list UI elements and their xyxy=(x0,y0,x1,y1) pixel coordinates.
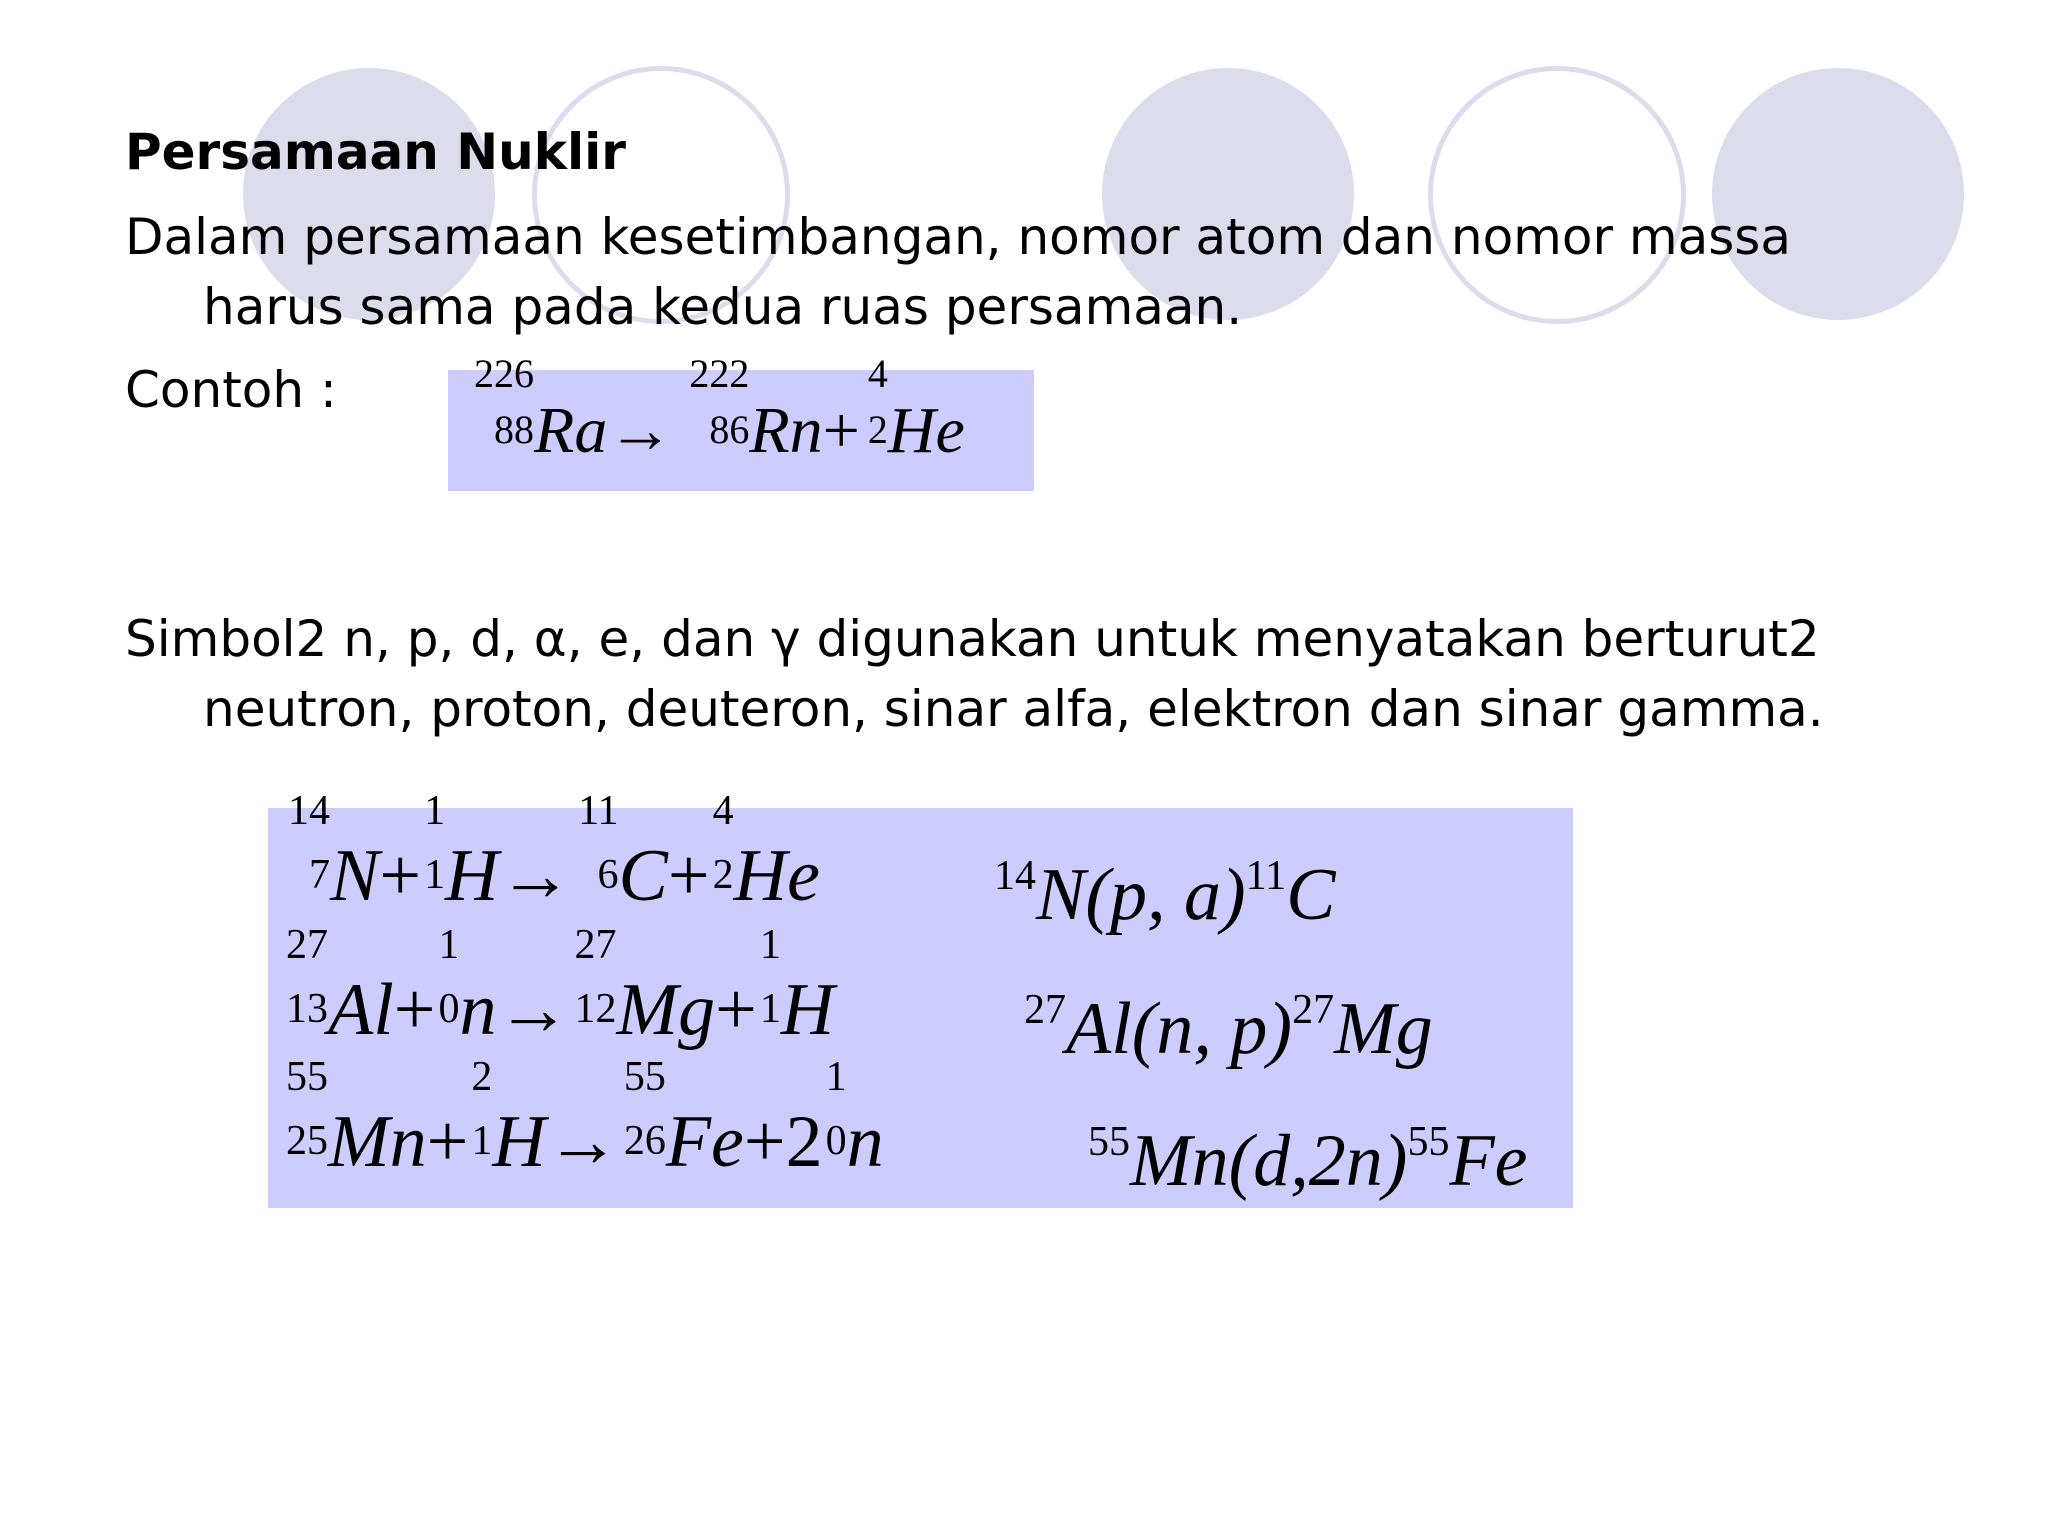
reaction-arrow: → xyxy=(545,1101,620,1183)
atomic-number: 12 xyxy=(574,986,617,1032)
element-symbol: n xyxy=(846,1101,884,1183)
atomic-number: 6 xyxy=(597,852,619,898)
element-symbol: Mg xyxy=(1334,988,1433,1070)
reaction-arrow: → xyxy=(496,969,571,1051)
reaction-short-3 xyxy=(1088,1074,1528,1229)
mass-number: 27 xyxy=(1024,987,1066,1033)
isotope xyxy=(823,1054,847,1166)
element-symbol: Mg xyxy=(616,969,716,1051)
element-symbol: H xyxy=(445,835,499,917)
reaction-arrow: → xyxy=(498,835,573,917)
reaction-particles: (n, p) xyxy=(1131,988,1293,1070)
paragraph2-line1: Simbol2 n, p, d, α, e, dan γ digunakan untuk menyatakan berturut2 xyxy=(125,610,1820,668)
atomic-number: 2 xyxy=(867,407,888,452)
mass-number: 14 xyxy=(994,853,1036,899)
element-symbol: He xyxy=(733,835,820,917)
element-symbol: Mn xyxy=(1130,1120,1229,1202)
mass-number: 14 xyxy=(288,788,330,834)
plus-sign: + xyxy=(393,969,436,1051)
reaction-particles: (d,2n) xyxy=(1228,1120,1408,1202)
mass-number: 222 xyxy=(689,351,750,396)
isotope xyxy=(571,922,617,1034)
isotope-ra xyxy=(458,351,534,452)
example-equation-box xyxy=(448,351,1034,491)
atomic-number: 0 xyxy=(825,1118,847,1164)
atomic-number: 0 xyxy=(438,986,460,1032)
atomic-number: 1 xyxy=(424,852,446,898)
reaction-arrow: → xyxy=(607,394,674,467)
isotope xyxy=(620,1054,666,1166)
decor-circle-filled-3 xyxy=(1712,68,1964,320)
isotope-he xyxy=(860,351,888,452)
decor-circle-ring-2 xyxy=(1428,66,1686,324)
element-symbol: Fe xyxy=(665,1101,744,1183)
example-equation xyxy=(458,351,965,491)
mass-number: 55 xyxy=(623,1054,666,1100)
element-symbol: C xyxy=(1286,854,1336,936)
atomic-number: 7 xyxy=(309,852,330,898)
mass-number: 4 xyxy=(712,788,734,834)
atomic-number: 86 xyxy=(709,407,750,452)
plus-sign: + xyxy=(667,835,710,917)
mass-number: 55 xyxy=(1407,1119,1450,1165)
slide-title: Persamaan Nuklir xyxy=(125,123,626,181)
reaction-full-2 xyxy=(282,922,835,1078)
mass-number: 11 xyxy=(1245,853,1287,899)
element-symbol: Rn xyxy=(749,394,823,467)
isotope xyxy=(710,788,734,900)
element-symbol: H xyxy=(492,1101,546,1183)
mass-number: 27 xyxy=(286,922,328,968)
plus-sign: + xyxy=(743,1101,786,1183)
element-symbol: C xyxy=(618,835,668,917)
plus-sign: + xyxy=(822,394,860,467)
atomic-number: 1 xyxy=(759,986,781,1032)
mass-number: 1 xyxy=(825,1054,847,1100)
atomic-number: 13 xyxy=(286,986,328,1032)
atomic-number: 88 xyxy=(494,407,534,452)
element-symbol: Fe xyxy=(1449,1120,1528,1202)
reaction-short-1 xyxy=(994,808,1335,963)
isotope xyxy=(282,788,330,900)
element-symbol: Al xyxy=(328,969,394,1051)
mass-number: 226 xyxy=(474,351,534,396)
element-symbol: Ra xyxy=(534,394,608,467)
isotope xyxy=(421,788,446,900)
paragraph2-line2: neutron, proton, deuteron, sinar alfa, elektron dan sinar gamma. xyxy=(203,680,1824,738)
mass-number: 1 xyxy=(424,788,446,834)
plus-sign: + xyxy=(426,1101,469,1183)
reactions-box xyxy=(268,788,1573,1208)
reaction-full-3 xyxy=(282,1054,884,1210)
isotope-rn xyxy=(673,351,750,452)
atomic-number: 2 xyxy=(712,852,734,898)
plus-sign: + xyxy=(715,969,757,1051)
mass-number: 11 xyxy=(578,788,619,834)
mass-number: 2 xyxy=(471,1054,493,1100)
mass-number: 55 xyxy=(286,1054,328,1100)
mass-number: 55 xyxy=(1088,1119,1130,1165)
reaction-full-1 xyxy=(282,788,820,944)
reaction-particles: (p, a) xyxy=(1085,854,1246,936)
plus-sign: + xyxy=(379,835,422,917)
element-symbol: He xyxy=(887,394,965,467)
element-symbol: Mn xyxy=(328,1101,427,1183)
atomic-number: 1 xyxy=(471,1118,493,1164)
mass-number: 1 xyxy=(438,922,460,968)
coefficient: 2 xyxy=(785,1101,823,1183)
isotope xyxy=(436,922,460,1034)
mass-number: 27 xyxy=(574,922,617,968)
example-label: Contoh : xyxy=(125,361,337,419)
paragraph1-line2: harus sama pada kedua ruas persamaan. xyxy=(203,278,1243,336)
isotope xyxy=(757,922,781,1034)
atomic-number: 26 xyxy=(623,1118,666,1164)
isotope xyxy=(282,922,328,1034)
isotope xyxy=(282,1054,328,1166)
mass-number: 4 xyxy=(867,351,888,396)
mass-number: 27 xyxy=(1292,987,1335,1033)
isotope xyxy=(573,788,619,900)
element-symbol: N xyxy=(1036,854,1086,936)
element-symbol: H xyxy=(780,969,835,1051)
mass-number: 1 xyxy=(759,922,781,968)
element-symbol: n xyxy=(459,969,497,1051)
element-symbol: Al xyxy=(1066,988,1132,1070)
element-symbol: N xyxy=(330,835,380,917)
isotope xyxy=(468,1054,493,1166)
atomic-number: 25 xyxy=(286,1118,328,1164)
paragraph1-line1: Dalam persamaan kesetimbangan, nomor atom dan nomor massa xyxy=(125,208,1791,266)
